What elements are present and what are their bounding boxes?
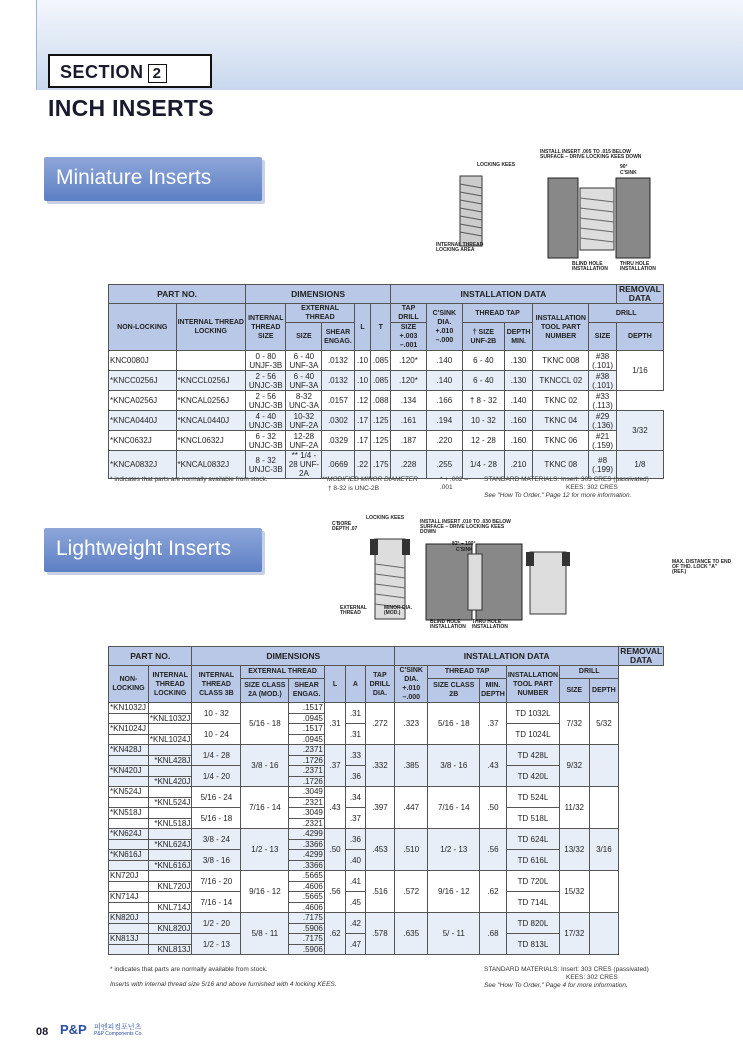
table-cell [148, 829, 191, 840]
table-cell: #21 (.159) [589, 431, 616, 451]
table-cell: *KNL616J [148, 860, 191, 871]
table-cell: .5906 [289, 923, 325, 934]
table-cell: .4606 [289, 902, 325, 913]
table-row [109, 913, 664, 924]
table-cell: 8 - 32 UNJC-3B [246, 451, 286, 479]
table-cell: TKNC 06 [533, 431, 589, 451]
table-cell: #38 (.101) [589, 371, 616, 391]
table-cell: .22 [354, 451, 371, 479]
section-number: 2 [148, 64, 167, 83]
table-cell: *KN518J [109, 808, 149, 819]
diagram-max-distance: MAX. DISTANCE TO END OF THD. LOCK "A" (REF.) [672, 559, 732, 575]
table-cell: KNL813J [148, 944, 191, 955]
table-cell: .228 [391, 451, 427, 479]
page-title: INCH INSERTS [48, 95, 214, 121]
table-cell: .36 [346, 766, 365, 787]
table-cell: KN813J [109, 934, 149, 945]
table-cell: .453 [365, 829, 394, 871]
table-cell: 5/16 - 18 [192, 808, 241, 829]
table-cell: *KNCAL0832J [176, 451, 246, 479]
lw-note-materials: STANDARD MATERIALS: Insert: 303 CRES (passivated) [484, 966, 649, 973]
table-cell: 7/32 [560, 703, 589, 745]
lw-note-kees4: Inserts with internal thread size 5/16 and above furnished with 4 locking KEES. [110, 981, 337, 988]
table-cell: 1/4 - 28 [462, 451, 504, 479]
table-row [109, 451, 664, 479]
table-cell: 9/32 [560, 745, 589, 787]
miniature-table: PART NO. DIMENSIONS INSTALLATION DATA REMOVAL DATA NON-LOCKING INTERNAL THREAD LOCKING INTERNAL THREAD SIZE EXTERNAL THREAD L T TAP DRILL C'SINK DIA. +.010 –.000 THREAD TAP INSTALLATION TOOL PART NUMBER DRILL SIZE SHEAR ENGAG. SIZE +.003 –.001 † SIZE UNF-2B DEPTH MIN. SIZE DEPTH KNC0080J 0 - 80 UNJF-3B 6 - 40 UNF-3A .0132 .10 .085 .120* .140 6 - 40 .130 TKNC 008 #38 (.101) 1/16 *KNCC0256J *KNCCL0256J 2 - 56 UNJC-3B 6 - 40 UNF-3A .0132 .10 .085 .120* .140 6 - 40 .130 TKNCCL 02 #38 (.101) *KNCA0256J *KNCAL0256J 2 - 56 UNJC-3B 8-32 UNC-3A .0157 .12 .088 .134 .166 † 8 - 32 .140 TKNC 02 #33 (.113) *KNCA0440J *KNCAL0440J 4 - 40 UNJC-3B 10-32 UNF-2A .0302 .17 .125 .161 .194 10 - 32 .160 TKNC 04 #29 (.136) 3/32 *KNC0632J *KNCL0632J 6 - 32 UNJC-3B 12-28 UNF-2A .0329 .17 .125 .187 .220 12 - 28 .160 TKNC 06 #21 (.159) *KNCA0832J *KNCAL0832J 8 - 32 UNJC-3B ** 1/4 - 28 UNF-2A .0669 .22 .175 .228 .255 1/4 - 28 .210 TKNC 08 #8 (.199) 1/8 [108, 284, 664, 479]
table-cell: .37 [324, 745, 345, 787]
table-cell: .4299 [289, 829, 325, 840]
table-cell: .510 [395, 829, 428, 871]
table-cell [109, 881, 149, 892]
table-cell: .210 [504, 451, 532, 479]
table-cell: TD 714L [506, 892, 559, 913]
table-cell: *KNL428J [148, 755, 191, 766]
table-cell: † 8 - 32 [462, 391, 504, 411]
table-cell [589, 787, 619, 829]
table-cell [109, 776, 149, 787]
table-cell [148, 892, 191, 903]
table-row [109, 431, 664, 451]
table-cell [148, 724, 191, 735]
lw-note-stock: * indicates that parts are normally available from stock. [110, 966, 268, 973]
table-cell: .130 [504, 371, 532, 391]
table-cell: .40 [346, 850, 365, 871]
table-cell: .166 [426, 391, 462, 411]
table-cell: .34 [346, 787, 365, 808]
table-cell [109, 860, 149, 871]
table-cell: 3/32 [616, 411, 663, 451]
table-cell: *KNC0632J [109, 431, 177, 451]
table-cell: .160 [504, 431, 532, 451]
table-cell: *KN428J [109, 745, 149, 756]
table-row [109, 391, 664, 411]
table-cell: .187 [391, 431, 427, 451]
table-cell: *KNCA0256J [109, 391, 177, 411]
table-cell: .10 [354, 351, 371, 371]
lightweight-banner: Lightweight Inserts [44, 528, 262, 572]
diagram-install-note: INSTALL INSERT .005 TO .015 BELOW SURFACE – DRIVE LOCKING KEES DOWN [540, 149, 642, 160]
table-cell [109, 944, 149, 955]
table-cell: KNL720J [148, 881, 191, 892]
table-cell: .2321 [289, 797, 325, 808]
table-cell: 7/16 - 20 [192, 871, 241, 892]
table-cell: .635 [395, 913, 428, 955]
table-cell: .0132 [322, 351, 354, 371]
table-row [109, 745, 664, 756]
table-cell: 1/2 - 13 [428, 829, 480, 871]
table-cell: 6 - 40 UNF-3A [286, 351, 322, 371]
table-cell: TD 524L [506, 787, 559, 808]
table-cell [109, 839, 149, 850]
table-cell: .4299 [289, 850, 325, 861]
table-cell: *KN624J [109, 829, 149, 840]
table-cell: .447 [395, 787, 428, 829]
table-cell: #33 (.113) [589, 391, 616, 411]
table-cell [109, 755, 149, 766]
page-number: 08 [36, 1026, 49, 1038]
table-cell: .3366 [289, 860, 325, 871]
table-cell: .2371 [289, 745, 325, 756]
table-cell: TKNC 04 [533, 411, 589, 431]
table-cell: .7175 [289, 934, 325, 945]
table-cell: 3/16 [589, 829, 619, 871]
table-cell: *KNL518J [148, 818, 191, 829]
table-cell: .0669 [322, 451, 354, 479]
table-row [109, 787, 664, 798]
table-cell: .62 [324, 913, 345, 955]
table-cell: TD 518L [506, 808, 559, 829]
diagram-lw-angle: 82° – 100° [452, 541, 476, 547]
table-cell: .2371 [289, 766, 325, 777]
table-cell: .50 [480, 787, 507, 829]
table-cell [109, 734, 149, 745]
table-cell: *KN1032J [109, 703, 149, 714]
diagram-lw-csink: C'SINK [456, 547, 473, 553]
table-cell: 12-28 UNF-2A [286, 431, 322, 451]
table-cell: 2 - 56 UNJC-3B [246, 391, 286, 411]
table-cell: TD 820L [506, 913, 559, 934]
mini-note-kees: KEES: 302 CRES [566, 484, 618, 491]
diagram-locking-kees: LOCKING KEES [477, 162, 516, 168]
table-cell [589, 913, 619, 955]
table-cell: .161 [391, 411, 427, 431]
table-cell: .0945 [289, 734, 325, 745]
table-cell: TKNCCL 02 [533, 371, 589, 391]
diagram-lw-blind: BLIND HOLE INSTALLATION [430, 619, 466, 630]
table-cell: 2 - 56 UNJC-3B [246, 371, 286, 391]
table-cell: 1/2 - 20 [192, 913, 241, 934]
diagram-minor-dia: MINOR DIA. (MOD.) [384, 605, 413, 616]
table-cell: .31 [324, 703, 345, 745]
table-cell [148, 808, 191, 819]
table-cell: TD 1032L [506, 703, 559, 724]
mini-note-minor: **MODIFIED MINOR DIAMETER [322, 476, 418, 483]
table-cell: ** 1/4 - 28 UNF-2A [286, 451, 322, 479]
table-cell [148, 703, 191, 714]
table-cell: .43 [324, 787, 345, 829]
table-cell: TKNC 08 [533, 451, 589, 479]
table-cell: 4 - 40 UNJC-3B [246, 411, 286, 431]
table-cell: KN820J [109, 913, 149, 924]
table-row [109, 829, 664, 840]
table-cell: 3/8 - 24 [192, 829, 241, 850]
table-cell [148, 787, 191, 798]
table-cell: *KNL624J [148, 839, 191, 850]
table-cell: TD 720L [506, 871, 559, 892]
table-cell: .36 [346, 829, 365, 850]
table-cell: 7/16 - 14 [428, 787, 480, 829]
table-cell: *KNL1032J [149, 713, 191, 723]
table-cell: .323 [395, 703, 428, 745]
table-cell: .50 [324, 829, 345, 871]
table-cell: .3049 [289, 787, 325, 798]
table-cell: .5906 [289, 944, 325, 955]
table-cell: .62 [480, 871, 507, 913]
table-cell: #29 (.136) [589, 411, 616, 431]
table-cell: 11/32 [560, 787, 589, 829]
diagram-lw-locking-kees: LOCKING KEES [366, 515, 405, 521]
table-cell: .160 [504, 411, 532, 431]
miniature-diagram [430, 148, 670, 276]
table-cell: .7175 [289, 913, 325, 924]
table-cell: 3/8 - 16 [241, 745, 289, 787]
table-cell: .3049 [289, 808, 325, 819]
table-cell: 10 - 32 [462, 411, 504, 431]
table-cell: 12 - 28 [462, 431, 504, 451]
table-cell: 1/4 - 20 [192, 766, 241, 787]
table-cell: TD 616L [506, 850, 559, 871]
table-cell [109, 713, 149, 724]
table-cell [109, 902, 149, 913]
table-cell: .0945 [289, 713, 325, 724]
table-cell: 1/16 [616, 351, 663, 391]
table-cell: 13/32 [560, 829, 589, 871]
table-cell: .3366 [289, 839, 325, 850]
table-cell: *KN420J [109, 766, 149, 777]
table-cell: .085 [371, 371, 391, 391]
table-cell: .272 [365, 703, 394, 745]
table-cell: .385 [395, 745, 428, 787]
table-cell: .125 [371, 431, 391, 451]
table-cell: TKNC 02 [533, 391, 589, 411]
table-cell: #38 (.101) [589, 351, 616, 371]
table-cell: .088 [371, 391, 391, 411]
table-cell: .56 [324, 871, 345, 913]
table-cell [109, 818, 149, 829]
miniature-banner: Miniature Inserts [44, 157, 262, 201]
table-cell: .0157 [322, 391, 354, 411]
table-cell: 1/4 - 28 [192, 745, 241, 766]
table-cell: .41 [346, 871, 365, 892]
table-cell: .332 [365, 745, 394, 787]
table-cell: *KNCA0440J [109, 411, 177, 431]
table-cell: 6 - 40 UNF-3A [286, 371, 322, 391]
table-row [109, 703, 664, 714]
table-cell: 5/8 - 11 [241, 913, 289, 955]
table-cell: 5/16 - 24 [192, 787, 241, 808]
table-row [109, 411, 664, 431]
table-cell: .5665 [289, 892, 325, 903]
table-cell: .140 [504, 391, 532, 411]
table-cell: .085 [371, 351, 391, 371]
table-cell: 7/16 - 14 [192, 892, 241, 913]
table-cell: *KNCC0256J [109, 371, 177, 391]
table-cell: .1517 [289, 703, 325, 714]
table-cell: 3/8 - 16 [428, 745, 480, 787]
table-cell: TKNC 008 [533, 351, 589, 371]
table-cell: .1726 [289, 776, 325, 787]
lw-note-order: See "How To Order," Page 4 for more information. [484, 982, 628, 989]
table-cell [589, 871, 619, 913]
table-cell: *KNCCL0256J [176, 371, 246, 391]
diagram-lw-thru: THRU HOLE INSTALLATION [472, 619, 508, 630]
diagram-thru-hole: THRU HOLE INSTALLATION [620, 261, 656, 272]
table-cell: *KN616J [109, 850, 149, 861]
table-cell: .1726 [289, 755, 325, 766]
table-cell [148, 850, 191, 861]
mini-note-unc: † 8-32 is UNC-2B [328, 485, 379, 492]
table-cell: .68 [480, 913, 507, 955]
table-cell: 6 - 40 [462, 371, 504, 391]
table-cell: .120* [391, 351, 427, 371]
table-cell [176, 351, 246, 371]
table-cell: .37 [480, 703, 507, 745]
table-cell: 17/32 [560, 913, 589, 955]
table-cell: .47 [346, 934, 365, 955]
diagram-ext-thread: EXTERNAL THREAD [340, 605, 367, 616]
table-cell: *KNCL0632J [176, 431, 246, 451]
table-cell: .17 [354, 411, 371, 431]
diagram-blind-hole: BLIND HOLE INSTALLATION [572, 261, 608, 272]
table-cell: .516 [365, 871, 394, 913]
table-cell: .1517 [289, 724, 325, 735]
table-cell: .175 [371, 451, 391, 479]
table-cell: 10 - 24 [192, 724, 241, 745]
table-cell: *KN1024J [109, 724, 149, 735]
table-cell: 8-32 UNC-3A [286, 391, 322, 411]
table-cell: 6 - 40 [462, 351, 504, 371]
table-cell: KN714J [109, 892, 149, 903]
lw-note-kees: KEES: 302 CRES [566, 974, 618, 981]
table-cell [109, 923, 149, 934]
table-cell: 1/8 [616, 451, 663, 479]
table-cell: *KN524J [109, 787, 149, 798]
table-cell: .572 [395, 871, 428, 913]
mini-note-materials: STANDARD MATERIALS: Insert: 303 CRES (passivated) [484, 476, 649, 483]
table-cell: KNL820J [148, 923, 191, 934]
table-cell: .0132 [322, 371, 354, 391]
table-cell: #8 (.199) [589, 451, 616, 479]
table-cell [148, 934, 191, 945]
table-cell: KNL714J [148, 902, 191, 913]
table-cell: .255 [426, 451, 462, 479]
table-cell [148, 913, 191, 924]
table-cell: .10 [354, 371, 371, 391]
table-cell: .140 [426, 371, 462, 391]
table-cell: .134 [391, 391, 427, 411]
table-cell: .0302 [322, 411, 354, 431]
table-cell: .130 [504, 351, 532, 371]
table-cell: .125 [371, 411, 391, 431]
table-row [109, 371, 664, 391]
table-cell [148, 766, 191, 777]
table-cell: *KNCAL0440J [176, 411, 246, 431]
company-name: 피엔피컴포넌츠 P&P Components Co. [94, 1024, 143, 1037]
table-cell: .397 [365, 787, 394, 829]
table-cell: KNC0080J [109, 351, 177, 371]
table-cell: TD 428L [506, 745, 559, 766]
mini-note-tol: * + .002 – .001 [440, 476, 469, 491]
table-cell: TD 1024L [506, 724, 559, 745]
table-cell: .31 [346, 703, 365, 724]
table-cell: .31 [346, 724, 365, 745]
table-cell: 1/2 - 13 [192, 934, 241, 955]
table-cell: .42 [346, 913, 365, 934]
table-row [109, 871, 664, 882]
table-cell: .0329 [322, 431, 354, 451]
table-cell: .120* [391, 371, 427, 391]
table-cell: 0 - 80 UNJF-3B [246, 351, 286, 371]
table-cell: .220 [426, 431, 462, 451]
table-cell: .578 [365, 913, 394, 955]
table-cell [589, 745, 619, 787]
section-label: SECTION 2 [48, 54, 212, 88]
table-cell: 5/16 - 18 [241, 703, 289, 745]
table-cell: 3/8 - 16 [192, 850, 241, 871]
table-cell: .2321 [289, 818, 325, 829]
lightweight-table: PART NO. DIMENSIONS INSTALLATION DATA REMOVAL DATA NON-LOCKING INTERNAL THREAD LOCKING INTERNAL THREAD CLASS 3B EXTERNAL THREAD L A TAP DRILL DIA. C'SINK DIA. +.010 –.000 THREAD TAP INSTALLATION TOOL PART NUMBER DRILL SIZE CLASS 2A (MOD.) SHEAR ENGAG. SIZE CLASS 2B MIN. DEPTH SIZE DEPTH *KN1032J 10 - 32 5/16 - 18 .1517 .31 .31 .272 .323 5/16 - 18 .37 TD 1032L 7/32 5/32 *KNL1032J .0945 *KN1024J 10 - 24 .1517 .31 TD 1024L *KNL1024J .0945 *KN428J 1/4 - 28 3/8 - 16 .2371 .37 .33 .332 .385 3/8 - 16 .43 TD 428L 9/32 *KNL428J .1726 *KN420J 1/4 - 20 .2371 .36 TD 420L *KNL420J .1726 *KN524J 5/16 - 24 7/16 - 14 .3049 .43 .34 .397 .447 7/16 - 14 .50 TD 524L 11/32 *KNL524J .2321 *KN518J 5/16 - 18 .3049 .37 TD 518L *KNL518J .2321 *KN624J 3/8 - 24 1/2 - 13 .4299 .50 .36 .453 .510 1/2 - 13 .56 TD 624L 13/32 3/16 *KNL624J .3366 *KN616J 3/8 - 16 .4299 .40 TD 616L *KNL616J .3366 KN720J 7/16 - 20 9/16 - 12 .5665 .56 .41 .516 .572 9/16 - 12 .62 TD 720L 15/32 KNL720J .4606 KN714J 7/16 - 14 .5665 .45 TD 714L KNL714J .4606 KN820J 1/2 - 20 5/8 - 11 .7175 .62 .42 .578 .635 5/ - 11 .68 TD 820L 17/32 KNL820J .5906 KN813J 1/2 - 13 .7175 .47 TD 813L KNL813J .5906 [110, 646, 663, 954]
table-cell: .12 [354, 391, 371, 411]
table-cell: *KNL420J [148, 776, 191, 787]
table-cell: 5/32 [589, 703, 619, 745]
table-cell: .56 [480, 829, 507, 871]
table-cell [109, 797, 149, 808]
table-row [109, 351, 664, 371]
table-cell: TD 624L [506, 829, 559, 850]
table-cell: 6 - 32 UNJC-3B [246, 431, 286, 451]
table-cell: .140 [426, 351, 462, 371]
table-cell: 10-32 UNF-2A [286, 411, 322, 431]
table-cell [148, 745, 191, 756]
table-cell: 9/16 - 12 [428, 871, 480, 913]
diagram-internal-thread: INTERNAL THREAD LOCKING AREA [436, 242, 484, 253]
table-cell: .45 [346, 892, 365, 913]
table-cell: .43 [480, 745, 507, 787]
diagram-lw-install: INSTALL INSERT .010 TO .030 BELOW SURFACE – DRIVE LOCKING KEES DOWN [420, 519, 511, 535]
table-cell: 5/16 - 18 [428, 703, 480, 745]
table-cell: 7/16 - 14 [241, 787, 289, 829]
table-cell: .5665 [289, 871, 325, 882]
table-cell: KN720J [109, 871, 149, 882]
table-cell: 9/16 - 12 [241, 871, 289, 913]
table-cell: TD 813L [506, 934, 559, 955]
table-cell: .4606 [289, 881, 325, 892]
diagram-angle: 90° [620, 164, 628, 170]
table-cell: *KNL524J [148, 797, 191, 808]
table-cell: *KNL1024J [149, 734, 191, 744]
mini-note-stock: * indicates that parts are normally available from stock. [110, 476, 268, 483]
diagram-cbore: C'BORE DEPTH .07 [332, 521, 358, 532]
table-cell: .33 [346, 745, 365, 766]
diagram-csink: C'SINK [620, 170, 637, 176]
mini-note-order: See "How To Order," Page 12 for more information. [484, 492, 632, 499]
company-logo: P&P [60, 1022, 87, 1037]
table-cell: .194 [426, 411, 462, 431]
table-cell: 1/2 - 13 [241, 829, 289, 871]
table-cell: TD 420L [506, 766, 559, 787]
table-cell [148, 871, 191, 882]
table-cell: .17 [354, 431, 371, 451]
table-cell: 10 - 32 [192, 703, 241, 724]
table-cell: *KNCAL0256J [176, 391, 246, 411]
table-cell: *KNCA0832J [109, 451, 177, 479]
table-cell: 15/32 [560, 871, 589, 913]
table-cell: .37 [346, 808, 365, 829]
table-cell: 5/ - 11 [428, 913, 480, 955]
